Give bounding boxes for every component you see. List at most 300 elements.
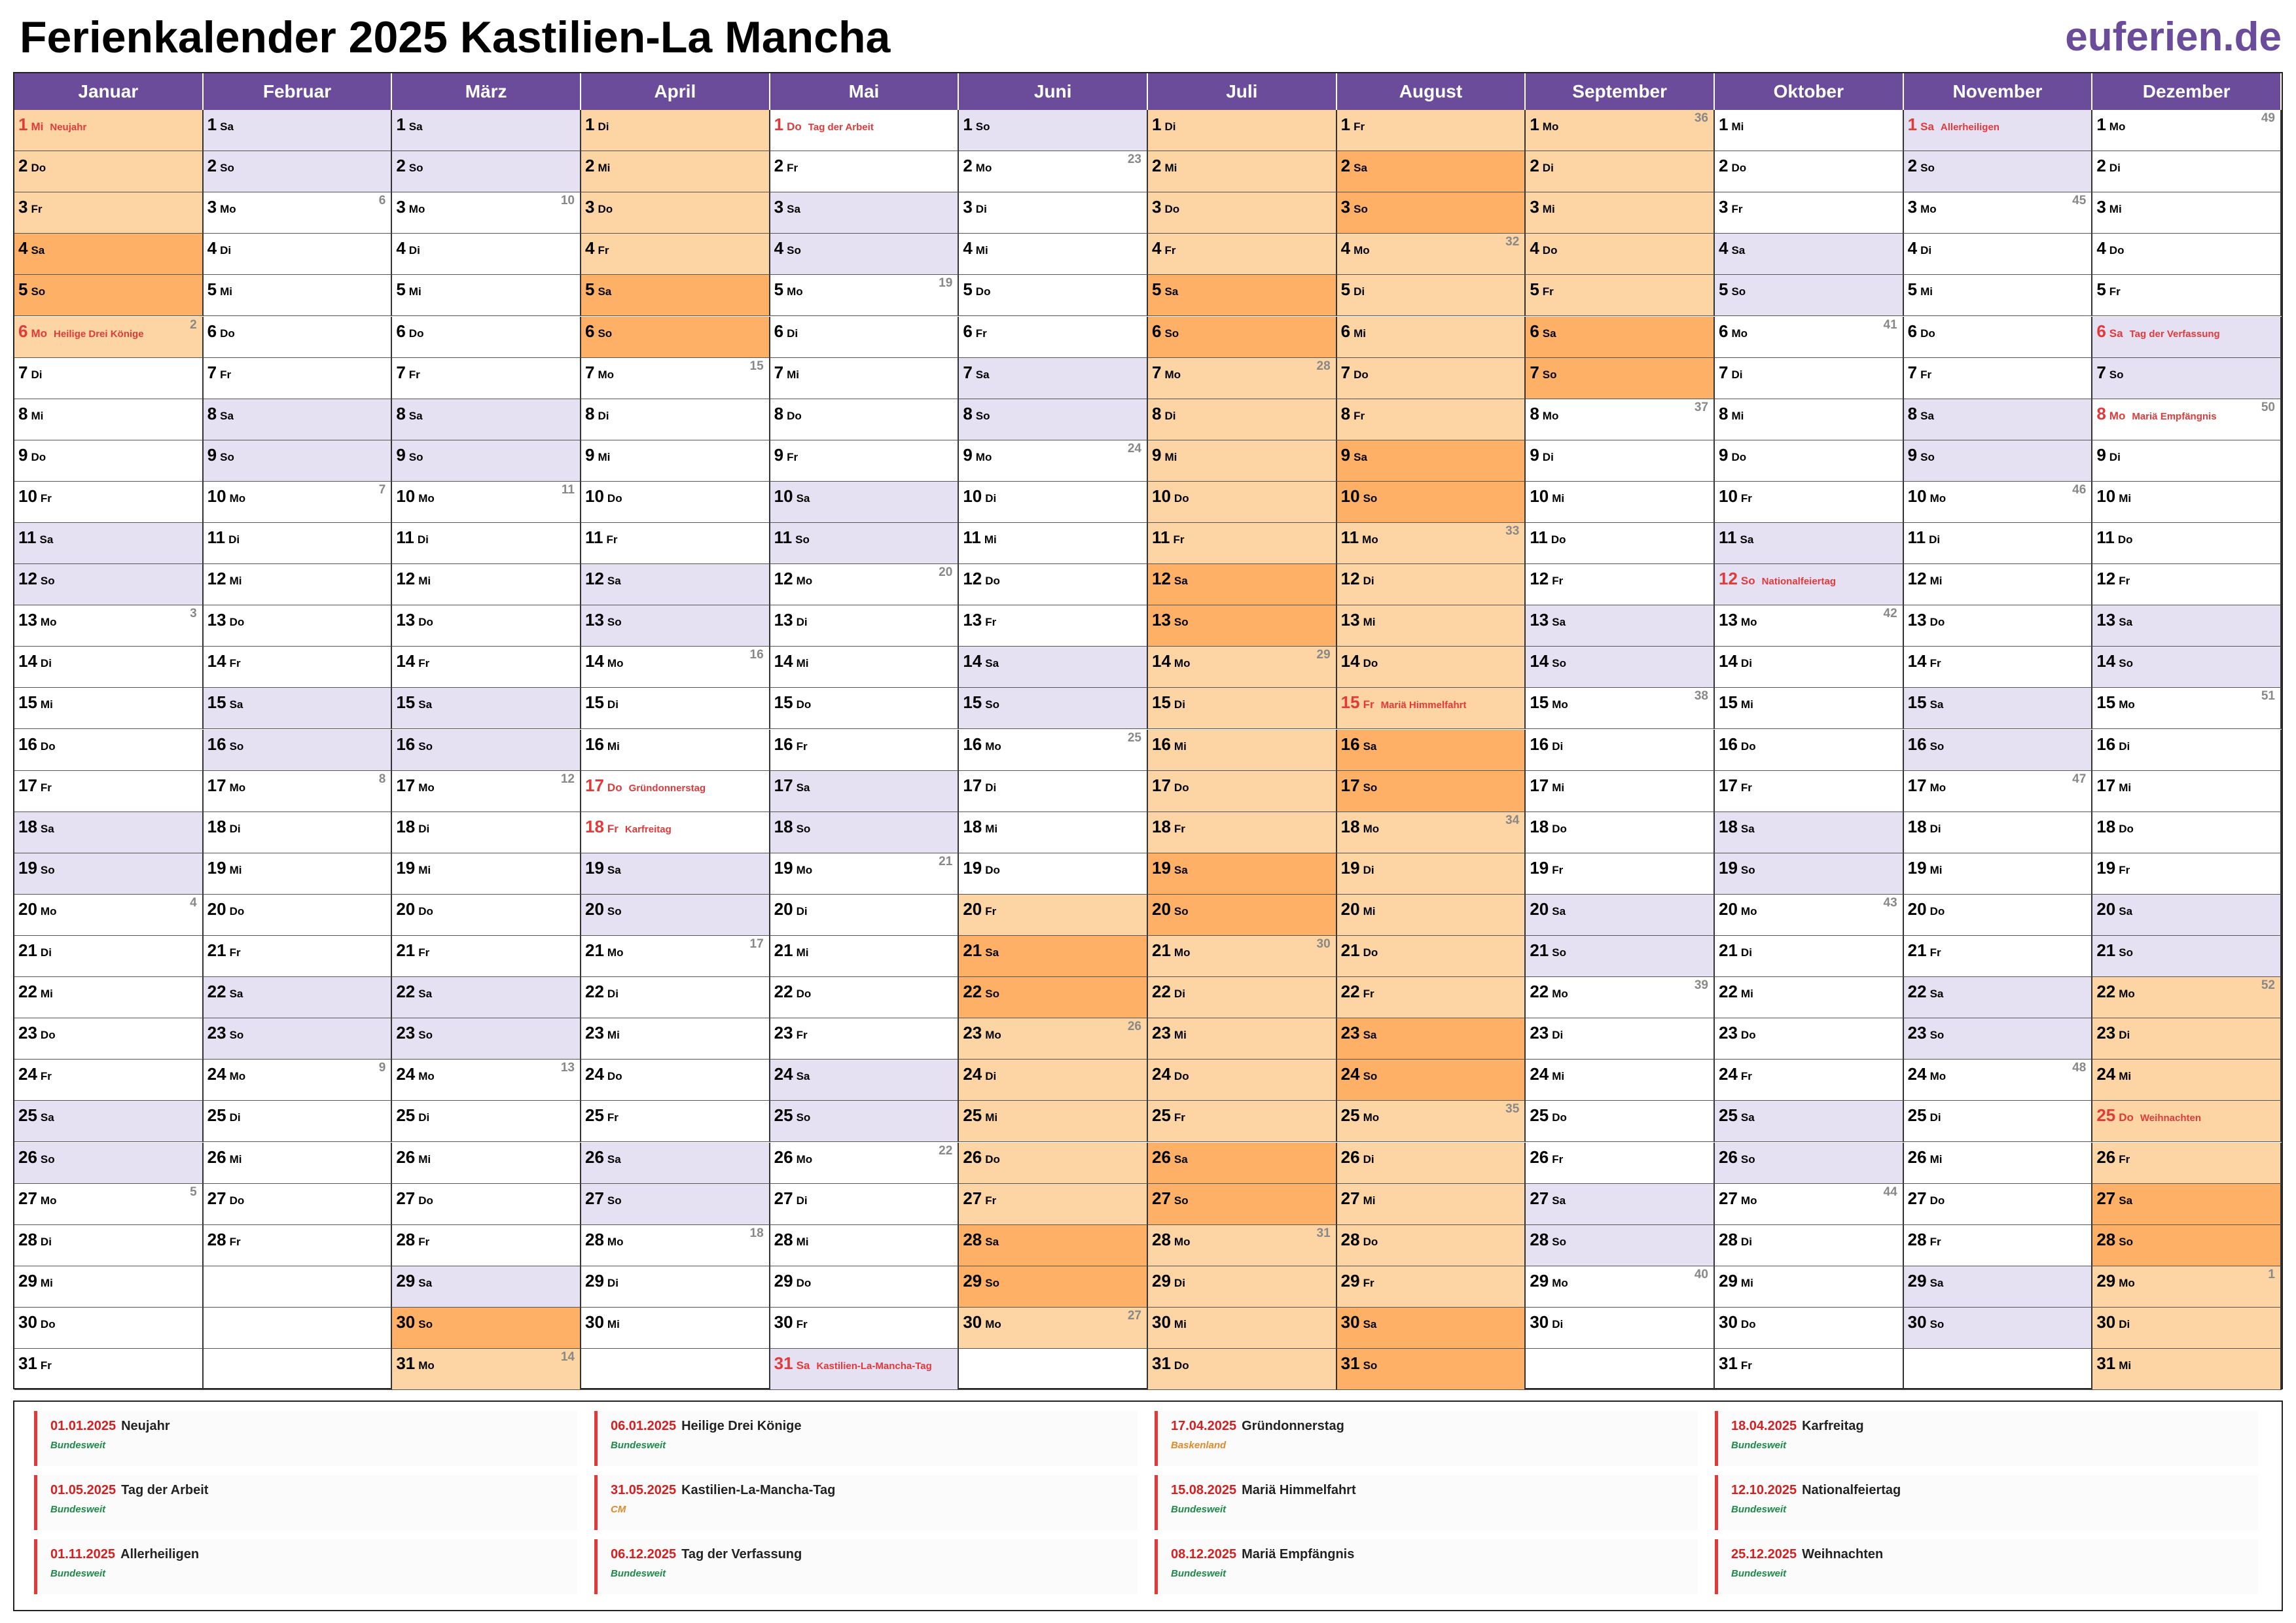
day-cell[interactable] xyxy=(581,275,770,316)
day-cell[interactable] xyxy=(959,977,1148,1018)
day-cell[interactable] xyxy=(392,771,581,812)
day-cell[interactable] xyxy=(1148,895,1337,936)
day-cell[interactable] xyxy=(1148,1060,1337,1101)
day-cell[interactable] xyxy=(581,482,770,523)
day-cell[interactable] xyxy=(770,317,960,358)
day-cell[interactable] xyxy=(1526,192,1715,234)
day-cell[interactable] xyxy=(14,936,204,977)
day-cell[interactable] xyxy=(204,936,393,977)
day-cell[interactable] xyxy=(14,730,204,771)
day-cell[interactable] xyxy=(204,977,393,1018)
day-cell[interactable] xyxy=(204,1184,393,1225)
day-cell[interactable] xyxy=(204,151,393,192)
day-cell[interactable] xyxy=(1337,399,1526,440)
day-cell[interactable] xyxy=(14,895,204,936)
day-cell[interactable] xyxy=(770,936,960,977)
day-cell[interactable] xyxy=(1148,358,1337,399)
day-cell[interactable] xyxy=(204,399,393,440)
day-cell[interactable] xyxy=(959,1060,1148,1101)
day-cell[interactable] xyxy=(2092,688,2282,729)
day-cell[interactable] xyxy=(1337,1225,1526,1266)
day-cell[interactable] xyxy=(581,523,770,564)
day-cell[interactable] xyxy=(2092,1266,2282,1308)
day-cell[interactable] xyxy=(204,358,393,399)
day-cell[interactable] xyxy=(770,151,960,192)
day-cell[interactable] xyxy=(1715,977,1904,1018)
day-cell[interactable] xyxy=(14,192,204,234)
day-cell[interactable] xyxy=(204,1060,393,1101)
day-cell[interactable] xyxy=(392,317,581,358)
day-cell[interactable] xyxy=(1148,936,1337,977)
day-cell[interactable] xyxy=(959,730,1148,771)
day-cell[interactable] xyxy=(1715,1266,1904,1308)
day-cell[interactable] xyxy=(1337,688,1526,729)
day-cell[interactable] xyxy=(1715,1225,1904,1266)
day-cell[interactable] xyxy=(581,1060,770,1101)
day-cell[interactable] xyxy=(1337,605,1526,647)
day-cell[interactable] xyxy=(1526,1101,1715,1142)
day-cell[interactable] xyxy=(392,1349,581,1390)
day-cell[interactable] xyxy=(1148,1225,1337,1266)
day-cell[interactable] xyxy=(770,1349,960,1390)
day-cell[interactable] xyxy=(581,977,770,1018)
day-cell[interactable] xyxy=(959,110,1148,151)
day-cell[interactable] xyxy=(392,275,581,316)
day-cell[interactable] xyxy=(1715,1060,1904,1101)
day-cell[interactable] xyxy=(1148,317,1337,358)
day-cell[interactable] xyxy=(392,151,581,192)
day-cell[interactable] xyxy=(1715,151,1904,192)
day-cell[interactable] xyxy=(1337,1143,1526,1184)
day-cell[interactable] xyxy=(1337,1349,1526,1390)
day-cell[interactable] xyxy=(14,1308,204,1349)
day-cell[interactable] xyxy=(392,192,581,234)
day-cell[interactable] xyxy=(1526,440,1715,482)
day-cell[interactable] xyxy=(1526,1266,1715,1308)
day-cell[interactable] xyxy=(1337,192,1526,234)
day-cell[interactable] xyxy=(959,1143,1148,1184)
day-cell[interactable] xyxy=(1526,1184,1715,1225)
day-cell[interactable] xyxy=(1526,730,1715,771)
day-cell[interactable] xyxy=(392,1143,581,1184)
day-cell[interactable] xyxy=(1526,151,1715,192)
day-cell[interactable] xyxy=(1715,399,1904,440)
day-cell[interactable] xyxy=(959,1266,1148,1308)
day-cell[interactable] xyxy=(959,192,1148,234)
day-cell[interactable] xyxy=(204,523,393,564)
day-cell[interactable] xyxy=(392,1225,581,1266)
day-cell[interactable] xyxy=(204,771,393,812)
day-cell[interactable] xyxy=(1715,275,1904,316)
day-cell[interactable] xyxy=(581,605,770,647)
day-cell[interactable] xyxy=(1337,812,1526,853)
day-cell[interactable] xyxy=(581,151,770,192)
day-cell[interactable] xyxy=(204,605,393,647)
day-cell[interactable] xyxy=(1337,440,1526,482)
day-cell[interactable] xyxy=(2092,192,2282,234)
day-cell[interactable] xyxy=(2092,1184,2282,1225)
day-cell[interactable] xyxy=(392,688,581,729)
day-cell[interactable] xyxy=(1148,1349,1337,1390)
day-cell[interactable] xyxy=(1715,1101,1904,1142)
day-cell[interactable] xyxy=(204,853,393,895)
day-cell[interactable] xyxy=(1148,771,1337,812)
day-cell[interactable] xyxy=(770,275,960,316)
day-cell[interactable] xyxy=(581,895,770,936)
day-cell[interactable] xyxy=(14,977,204,1018)
day-cell[interactable] xyxy=(1337,523,1526,564)
day-cell[interactable] xyxy=(1715,812,1904,853)
day-cell[interactable] xyxy=(1904,564,2093,605)
day-cell[interactable] xyxy=(1715,853,1904,895)
day-cell[interactable] xyxy=(2092,275,2282,316)
day-cell[interactable] xyxy=(1148,523,1337,564)
day-cell[interactable] xyxy=(770,1101,960,1142)
day-cell[interactable] xyxy=(1337,482,1526,523)
day-cell[interactable] xyxy=(959,317,1148,358)
day-cell[interactable] xyxy=(392,647,581,688)
day-cell[interactable] xyxy=(581,1018,770,1060)
day-cell[interactable] xyxy=(1904,151,2093,192)
day-cell[interactable] xyxy=(1148,812,1337,853)
day-cell[interactable] xyxy=(1904,895,2093,936)
day-cell[interactable] xyxy=(204,482,393,523)
day-cell[interactable] xyxy=(392,1184,581,1225)
day-cell[interactable] xyxy=(1337,317,1526,358)
day-cell[interactable] xyxy=(770,1308,960,1349)
day-cell[interactable] xyxy=(1148,234,1337,275)
day-cell[interactable] xyxy=(1904,771,2093,812)
day-cell[interactable] xyxy=(14,317,204,358)
day-cell[interactable] xyxy=(1715,730,1904,771)
day-cell[interactable] xyxy=(959,1184,1148,1225)
day-cell[interactable] xyxy=(1526,1225,1715,1266)
day-cell[interactable] xyxy=(2092,1060,2282,1101)
day-cell[interactable] xyxy=(1904,1184,2093,1225)
day-cell[interactable] xyxy=(959,688,1148,729)
day-cell[interactable] xyxy=(959,647,1148,688)
day-cell[interactable] xyxy=(1148,482,1337,523)
day-cell[interactable] xyxy=(14,440,204,482)
day-cell[interactable] xyxy=(1337,853,1526,895)
day-cell[interactable] xyxy=(770,895,960,936)
day-cell[interactable] xyxy=(1715,482,1904,523)
day-cell[interactable] xyxy=(1337,1060,1526,1101)
day-cell[interactable] xyxy=(770,647,960,688)
day-cell[interactable] xyxy=(2092,1101,2282,1142)
day-cell[interactable] xyxy=(204,564,393,605)
day-cell[interactable] xyxy=(1337,234,1526,275)
day-cell[interactable] xyxy=(1715,647,1904,688)
day-cell[interactable] xyxy=(1904,275,2093,316)
day-cell[interactable] xyxy=(1526,275,1715,316)
day-cell[interactable] xyxy=(1148,730,1337,771)
day-cell[interactable] xyxy=(1904,1018,2093,1060)
day-cell[interactable] xyxy=(770,440,960,482)
day-cell[interactable] xyxy=(770,688,960,729)
day-cell[interactable] xyxy=(1526,399,1715,440)
day-cell[interactable] xyxy=(204,730,393,771)
day-cell[interactable] xyxy=(204,1225,393,1266)
day-cell[interactable] xyxy=(392,440,581,482)
day-cell[interactable] xyxy=(959,564,1148,605)
day-cell[interactable] xyxy=(1148,647,1337,688)
day-cell[interactable] xyxy=(1526,688,1715,729)
day-cell[interactable] xyxy=(959,895,1148,936)
day-cell[interactable] xyxy=(1148,977,1337,1018)
day-cell[interactable] xyxy=(581,688,770,729)
day-cell[interactable] xyxy=(1148,192,1337,234)
day-cell[interactable] xyxy=(581,1184,770,1225)
day-cell[interactable] xyxy=(959,523,1148,564)
day-cell[interactable] xyxy=(392,1060,581,1101)
day-cell[interactable] xyxy=(14,605,204,647)
day-cell[interactable] xyxy=(2092,1349,2282,1390)
day-cell[interactable] xyxy=(1526,523,1715,564)
day-cell[interactable] xyxy=(1904,647,2093,688)
day-cell[interactable] xyxy=(1715,1184,1904,1225)
day-cell[interactable] xyxy=(770,358,960,399)
day-cell[interactable] xyxy=(2092,1225,2282,1266)
day-cell[interactable] xyxy=(14,1018,204,1060)
day-cell[interactable] xyxy=(1526,977,1715,1018)
day-cell[interactable] xyxy=(1904,192,2093,234)
day-cell[interactable] xyxy=(1904,358,2093,399)
day-cell[interactable] xyxy=(392,936,581,977)
day-cell[interactable] xyxy=(1337,110,1526,151)
day-cell[interactable] xyxy=(14,1101,204,1142)
day-cell[interactable] xyxy=(1715,936,1904,977)
day-cell[interactable] xyxy=(1148,1308,1337,1349)
day-cell[interactable] xyxy=(959,151,1148,192)
day-cell[interactable] xyxy=(581,110,770,151)
day-cell[interactable] xyxy=(1904,936,2093,977)
day-cell[interactable] xyxy=(14,564,204,605)
day-cell[interactable] xyxy=(1904,1143,2093,1184)
day-cell[interactable] xyxy=(2092,317,2282,358)
day-cell[interactable] xyxy=(392,358,581,399)
day-cell[interactable] xyxy=(2092,936,2282,977)
day-cell[interactable] xyxy=(204,317,393,358)
day-cell[interactable] xyxy=(2092,523,2282,564)
day-cell[interactable] xyxy=(1337,275,1526,316)
day-cell[interactable] xyxy=(581,1101,770,1142)
day-cell[interactable] xyxy=(2092,895,2282,936)
day-cell[interactable] xyxy=(581,936,770,977)
day-cell[interactable] xyxy=(581,234,770,275)
day-cell[interactable] xyxy=(770,730,960,771)
day-cell[interactable] xyxy=(1526,358,1715,399)
day-cell[interactable] xyxy=(1148,1018,1337,1060)
day-cell[interactable] xyxy=(770,1184,960,1225)
day-cell[interactable] xyxy=(14,1143,204,1184)
day-cell[interactable] xyxy=(14,771,204,812)
day-cell[interactable] xyxy=(1148,1266,1337,1308)
day-cell[interactable] xyxy=(1715,771,1904,812)
day-cell[interactable] xyxy=(14,688,204,729)
day-cell[interactable] xyxy=(392,1101,581,1142)
day-cell[interactable] xyxy=(392,1308,581,1349)
day-cell[interactable] xyxy=(1526,234,1715,275)
day-cell[interactable] xyxy=(959,440,1148,482)
day-cell[interactable] xyxy=(204,812,393,853)
day-cell[interactable] xyxy=(1148,1184,1337,1225)
day-cell[interactable] xyxy=(1148,110,1337,151)
day-cell[interactable] xyxy=(1904,1266,2093,1308)
day-cell[interactable] xyxy=(392,110,581,151)
day-cell[interactable] xyxy=(2092,812,2282,853)
day-cell[interactable] xyxy=(204,1143,393,1184)
day-cell[interactable] xyxy=(1526,895,1715,936)
day-cell[interactable] xyxy=(1337,564,1526,605)
day-cell[interactable] xyxy=(959,358,1148,399)
day-cell[interactable] xyxy=(959,771,1148,812)
day-cell[interactable] xyxy=(1904,977,2093,1018)
day-cell[interactable] xyxy=(1715,688,1904,729)
day-cell[interactable] xyxy=(204,1101,393,1142)
day-cell[interactable] xyxy=(1904,440,2093,482)
day-cell[interactable] xyxy=(959,605,1148,647)
day-cell[interactable] xyxy=(581,1143,770,1184)
day-cell[interactable] xyxy=(1715,605,1904,647)
day-cell[interactable] xyxy=(1715,440,1904,482)
brand-logo-text[interactable]: euferien.de xyxy=(2065,14,2282,60)
day-cell[interactable] xyxy=(1337,1018,1526,1060)
day-cell[interactable] xyxy=(1526,771,1715,812)
day-cell[interactable] xyxy=(1148,853,1337,895)
day-cell[interactable] xyxy=(770,399,960,440)
day-cell[interactable] xyxy=(2092,1018,2282,1060)
day-cell[interactable] xyxy=(959,1308,1148,1349)
day-cell[interactable] xyxy=(1904,523,2093,564)
day-cell[interactable] xyxy=(1148,1101,1337,1142)
day-cell[interactable] xyxy=(959,812,1148,853)
day-cell[interactable] xyxy=(1526,1018,1715,1060)
day-cell[interactable] xyxy=(1337,936,1526,977)
day-cell[interactable] xyxy=(1715,1018,1904,1060)
day-cell[interactable] xyxy=(1337,358,1526,399)
day-cell[interactable] xyxy=(959,1018,1148,1060)
day-cell[interactable] xyxy=(2092,605,2282,647)
day-cell[interactable] xyxy=(204,688,393,729)
day-cell[interactable] xyxy=(392,977,581,1018)
day-cell[interactable] xyxy=(770,605,960,647)
day-cell[interactable] xyxy=(392,1266,581,1308)
day-cell[interactable] xyxy=(770,1266,960,1308)
day-cell[interactable] xyxy=(204,192,393,234)
day-cell[interactable] xyxy=(1337,1101,1526,1142)
day-cell[interactable] xyxy=(2092,730,2282,771)
day-cell[interactable] xyxy=(1715,110,1904,151)
day-cell[interactable] xyxy=(770,564,960,605)
day-cell[interactable] xyxy=(581,440,770,482)
day-cell[interactable] xyxy=(1715,358,1904,399)
day-cell[interactable] xyxy=(1715,564,1904,605)
day-cell[interactable] xyxy=(14,482,204,523)
day-cell[interactable] xyxy=(1526,482,1715,523)
day-cell[interactable] xyxy=(2092,358,2282,399)
day-cell[interactable] xyxy=(1904,482,2093,523)
day-cell[interactable] xyxy=(1526,1308,1715,1349)
day-cell[interactable] xyxy=(392,399,581,440)
day-cell[interactable] xyxy=(959,482,1148,523)
day-cell[interactable] xyxy=(581,730,770,771)
day-cell[interactable] xyxy=(770,482,960,523)
day-cell[interactable] xyxy=(1526,853,1715,895)
day-cell[interactable] xyxy=(959,936,1148,977)
day-cell[interactable] xyxy=(770,977,960,1018)
day-cell[interactable] xyxy=(581,317,770,358)
day-cell[interactable] xyxy=(770,853,960,895)
day-cell[interactable] xyxy=(204,440,393,482)
day-cell[interactable] xyxy=(1904,730,2093,771)
day-cell[interactable] xyxy=(2092,482,2282,523)
day-cell[interactable] xyxy=(581,647,770,688)
day-cell[interactable] xyxy=(581,812,770,853)
day-cell[interactable] xyxy=(959,275,1148,316)
day-cell[interactable] xyxy=(14,399,204,440)
day-cell[interactable] xyxy=(1148,440,1337,482)
day-cell[interactable] xyxy=(204,234,393,275)
day-cell[interactable] xyxy=(581,358,770,399)
day-cell[interactable] xyxy=(581,1308,770,1349)
day-cell[interactable] xyxy=(1337,647,1526,688)
day-cell[interactable] xyxy=(770,1143,960,1184)
day-cell[interactable] xyxy=(14,234,204,275)
day-cell[interactable] xyxy=(1526,110,1715,151)
day-cell[interactable] xyxy=(1148,151,1337,192)
day-cell[interactable] xyxy=(959,1225,1148,1266)
day-cell[interactable] xyxy=(2092,234,2282,275)
day-cell[interactable] xyxy=(2092,564,2282,605)
day-cell[interactable] xyxy=(1148,688,1337,729)
day-cell[interactable] xyxy=(1337,1308,1526,1349)
day-cell[interactable] xyxy=(392,234,581,275)
day-cell[interactable] xyxy=(1337,771,1526,812)
day-cell[interactable] xyxy=(1148,275,1337,316)
day-cell[interactable] xyxy=(1526,812,1715,853)
day-cell[interactable] xyxy=(770,1225,960,1266)
day-cell[interactable] xyxy=(770,812,960,853)
day-cell[interactable] xyxy=(2092,771,2282,812)
day-cell[interactable] xyxy=(392,895,581,936)
day-cell[interactable] xyxy=(770,1018,960,1060)
day-cell[interactable] xyxy=(14,110,204,151)
day-cell[interactable] xyxy=(392,730,581,771)
day-cell[interactable] xyxy=(1904,605,2093,647)
day-cell[interactable] xyxy=(1526,647,1715,688)
day-cell[interactable] xyxy=(959,853,1148,895)
day-cell[interactable] xyxy=(1337,1184,1526,1225)
day-cell[interactable] xyxy=(2092,151,2282,192)
day-cell[interactable] xyxy=(1904,234,2093,275)
day-cell[interactable] xyxy=(392,1018,581,1060)
day-cell[interactable] xyxy=(204,1018,393,1060)
day-cell[interactable] xyxy=(14,812,204,853)
day-cell[interactable] xyxy=(14,1225,204,1266)
day-cell[interactable] xyxy=(1904,688,2093,729)
day-cell[interactable] xyxy=(1715,192,1904,234)
day-cell[interactable] xyxy=(1904,1308,2093,1349)
day-cell[interactable] xyxy=(1526,1060,1715,1101)
day-cell[interactable] xyxy=(1337,1266,1526,1308)
day-cell[interactable] xyxy=(1148,399,1337,440)
day-cell[interactable] xyxy=(1337,895,1526,936)
day-cell[interactable] xyxy=(1715,895,1904,936)
day-cell[interactable] xyxy=(14,1060,204,1101)
day-cell[interactable] xyxy=(2092,399,2282,440)
day-cell[interactable] xyxy=(14,1266,204,1308)
